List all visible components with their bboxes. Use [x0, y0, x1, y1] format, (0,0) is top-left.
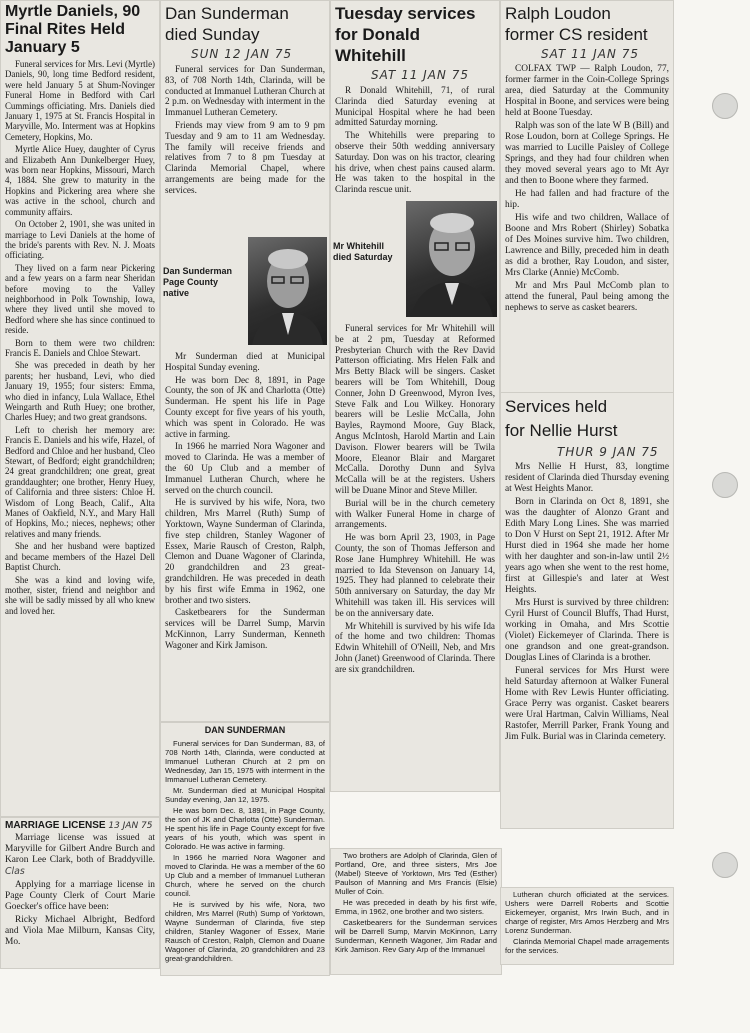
paragraph: Burial will be in the church cemetery with Walker Funeral Home in charge of arrangements.: [335, 497, 495, 530]
paragraph: Left to cherish her memory are: Francis E. Daniels and his wife, Hazel, of Bedford and Chloe and her husband, Cleo Stewart, of Bedford; eight grandchildren; 24 great grandchildren; one great, great granddaughter; one brother, Henry Huey, of California and three sisters: Chloe H. Wisdom of Long Beach, Calif., Alta Manes of Oakfield, N.Y., and Mary Hall of Hopkins, Mo.; nieces, nephews; other relatives and many friends.: [5, 424, 155, 539]
clipping-dan-sunderman: [160, 0, 330, 722]
binder-hole-top: [712, 93, 738, 119]
paragraph: The Whitehills were preparing to observe their 50th wedding anniversary Saturday. Don was on his tractor, clearing his drive, when chest pains caused alarm. He was taken to the hospital in the Clarinda rescue unit.: [335, 130, 495, 195]
paragraph: In 1966 he married Nora Wagoner and moved to Clarinda. He was a member of the 60 Up Club and a member of Immanuel Lutheran Church, where he served on the church council.: [165, 853, 325, 898]
clipping-sunderman-continued: [330, 848, 502, 975]
portrait-photo-dan-sunderman: [248, 237, 327, 345]
paragraph: Mr Whitehill is survived by his wife Ida of the home and two children: Thomas Edwin Whitehill of O'Neill, Neb, and Mrs John (Janet) Greenwood of Clarinda. There are six grandchildren.: [335, 620, 495, 674]
handwritten-note: Clas: [5, 866, 25, 877]
paragraph: Casketbearers for the Sunderman services will be Darrel Sump, Marvin McKinnon, Larry Sunderman, Kenneth Wagoner and Kirk Jamison.: [165, 607, 325, 650]
handwritten-date: THUR 9 JAN 75: [557, 445, 659, 459]
headline-donald-whitehill: Tuesday services for Donald Whitehill: [335, 4, 476, 65]
paragraph: Funeral services for Mrs. Levi (Myrtle) Daniels, 90, long time Bedford resident, were held January 5 at Shum-Novinger Funeral Home in Bedford with Carl Cummings officiating. Mrs. Daniels died January 1, 1975 at St. Francis Hospital in Maryville, Mo. Interment was at Hopkins Cemetery, Hopkins, Mo.: [5, 59, 155, 142]
paragraph: Funeral services for Mrs Hurst were held Saturday afternoon at Walker Funeral Home with Rev Lewis Hunter officiating. Grace Perry was organist. Casket bearers were Ural Hartman, Calvin Williams, Neal Rastofer, Merrill Parker, Frank Young and Jim Fulk. Burial was in Clarinda cemetery.: [505, 666, 669, 742]
paragraph: [5, 833, 155, 878]
marriage-license-title: MARRIAGE LICENSE: [5, 820, 106, 831]
article-body: [501, 888, 673, 959]
paragraph: Lutheran church officiated at the services. Ushers were Darrell Roberts and Scottie Eickemeyer, organist, Mrs Irwin Buch, and in charge of register, Mrs Amos Herzberg and Mrs Lorenz Sunderman.: [505, 890, 669, 935]
paragraph: He was preceded in death by his first wife, Emma, in 1962, one brother and two sisters.: [335, 898, 497, 916]
paragraph: Applying for a marriage license in Page County Clerk of Court Marie Goecker's office have been:: [5, 880, 155, 912]
paragraph: They lived on a farm near Pickering and a few years on a farm near Sheridan before moving to the Valley neighborhood in Polk Township, Iowa, where they lived until she moved to Bedford where she has since continued to reside.: [5, 262, 155, 336]
headline-ralph-loudon: Ralph Loudon former CS resident: [505, 4, 648, 44]
paragraph: He was born Dec 8, 1891, in Page County, the son of JK and Charlotta (Otte) Sunderman. He spent his life in Page County except for five years of his youth, which was spent in Colorado. He was active in farming.: [165, 374, 325, 439]
clipping-marriage-license: [0, 817, 160, 969]
subheading: DAN SUNDERMAN: [204, 725, 286, 735]
photo-caption: Mr Whitehill died Saturday: [333, 241, 393, 262]
paragraph: Friends may view from 9 am to 9 pm Tuesday and 9 am to 11 am Wednesday. The family will receive friends and relatives from 7 to 8 pm Tuesday at Clarinda Memorial Chapel, where arrangements are being made for the services.: [165, 119, 325, 195]
handwritten-date: 13 JAN 75: [108, 821, 153, 831]
paragraph: COLFAX TWP — Ralph Loudon, 77, former farmer in the Coin-College Springs area, died Saturday at the Community Hospital in Boone, and services were being held at Boone Tuesday.: [505, 64, 669, 118]
paragraph: Funeral services for Dan Sunderman, 83, of 708 North 14th, Clarinda, will be conducted at Immanuel Lutheran Church at 2 p.m. on Wednesday with interment in the Immanuel Lutheran Cemetery.: [165, 64, 325, 118]
article-body: [501, 64, 673, 314]
marriage-license-header: [5, 820, 155, 831]
portrait-photo-donald-whitehill: [406, 201, 497, 317]
article-body: [331, 849, 501, 958]
paragraph: Born in Clarinda on Oct 8, 1891, she was the daughter of Alonzo Grant and Edith Mary Long Lines. She was married to Don V Hurst on Sept 21, 1912. After Mr Hurst died in 1964 she made her home with her daughter and son-in-law until 2½ years ago when she went to the rest home, first at Gillespie's and later at West Heights.: [505, 497, 669, 595]
paragraph: He was born April 23, 1903, in Page County, the son of Thomas Jefferson and Rose Jane Humphrey Whitehill. He was married to Ida Stevenson on January 14, 1925. They had planned to celebrate their 50th anniversary on Saturday, the day Mr Whitehill was taken ill. His services will be on the anniversary date.: [335, 532, 495, 618]
paragraph: R Donald Whitehill, 71, of rural Clarinda died Saturday evening at Municipal Hospital where he had been admitted Saturday morning.: [335, 85, 495, 128]
clipping-dan-sunderman-short: [160, 722, 330, 976]
paragraph: Ricky Michael Albright, Bedford and Viola Mae Milburn, Kansas City, Mo.: [5, 915, 155, 947]
paragraph: She and her husband were baptized and became members of the Hazel Dell Baptist Church.: [5, 541, 155, 573]
paragraph: His wife and two children, Wallace of Boone and Mrs Robert (Shirley) Sobatka of Des Moines survive him. Two children, Lawrence and Billy, preceded him in death as did a brother, Ray Loudon, and sister, Mrs Clarke (Annie) McComb.: [505, 213, 669, 278]
marriage-license-text: Marriage license was issued at Maryville for Gilbert Andre Burch and Karon Lee Clark, both of Braddyville.: [5, 833, 155, 865]
article-body: [1, 59, 159, 616]
headline-myrtle-daniels: Myrtle Daniels, 90 Final Rites Held January 5: [5, 3, 141, 56]
paragraph: He is survived by his wife, Nora, two children, Mrs Marrel (Ruth) Sump of Yorktown, Wayne Sunderman of Clarinda, five step children, Stanley Wagoner of Essex, Marie Rausch of Creston, Ralph, Clemon and Duane Wagoner of Clarinda, 20 grandchildren and 23 great-grandchildren.: [165, 900, 325, 963]
headline-nellie-hurst: Services held for Nellie Hurst: [505, 397, 618, 440]
photo-caption: Dan Sunderman Page County native: [163, 266, 233, 298]
paragraph: Clarinda Memorial Chapel made arragements for the services.: [505, 937, 669, 955]
portrait-image: [248, 237, 327, 345]
paragraph: Funeral services for Dan Sunderman, 83, of 708 North 14th, Clarinda, were conducted at Immanuel Lutheran Church at 2 pm on Wednesday, Jan 15, 1975 with interment in the Immanuel Lutheran Cemetery.: [165, 739, 325, 784]
handwritten-date: SAT 11 JAN 75: [541, 47, 639, 61]
paragraph: Mr. Sunderman died at Municipal Hospital Sunday evening, Jan 12, 1975.: [165, 786, 325, 804]
clipping-sunderman-ushers: [500, 887, 674, 965]
article-body-continued: [161, 351, 329, 653]
clipping-donald-whitehill: [330, 0, 500, 792]
handwritten-date: SUN 12 JAN 75: [191, 47, 293, 61]
article-body: [161, 737, 329, 967]
paragraph: In 1966 he married Nora Wagoner and moved to Clarinda. He was a member of the 60 Up Club and a member of Immanuel Lutheran Church, where he served on the church council.: [165, 441, 325, 495]
paragraph: On October 2, 1901, she was united in marriage to Levi Daniels at the home of the bride's parents with Rev. N. J. Moats officiating.: [5, 219, 155, 261]
headline-dan-sunderman: Dan Sunderman died Sunday: [165, 4, 289, 44]
paragraph: She was preceded in death by her parents; her husband, Levi, who died January 19, 1955; four sisters: Emma, who died in infancy, Lula Wallace, Ethel Weingarth and Ruth Huey; one brother, Charles Huey; and two great grandsons.: [5, 360, 155, 423]
paragraph: Mrs Nellie H Hurst, 83, longtime resident of Clarinda died Thursday evening at West Heights Manor.: [505, 462, 669, 494]
paragraph: Funeral services for Mr Whitehill will be at 2 pm, Tuesday at Reformed Presbyterian Church with the Rev David Patterson officiating. Mrs Helen Falk and Mrs Betty Black will be singers. Casket bearers will be Tom Whitehill, Doug Conner, John D Greenwood, Myron Ives, Steve Falk and Lou Wilkey. Honorary bearers will be Leslie McCalla, John Bayles, Raymond Moore, Guy Black, Angus McIntosh, Harold Martin and Lain Davison. Flower bearers will be Twila Moore, Eleanor Blair and Margaret McCalla. Dorothy Dunn and Sylva McCalla will be at the registers. Ushers will be Duane Minor and Steve Miller.: [335, 323, 495, 495]
clipping-nellie-hurst: [500, 392, 674, 829]
article-body: [331, 85, 499, 195]
paragraph: Born to them were two children: Francis E. Daniels and Chloe Stewart.: [5, 337, 155, 358]
portrait-image: [406, 201, 497, 317]
paragraph: She was a kind and loving wife, mother, sister, friend and neighbor and she will be sadly missed by all who knew and loved her.: [5, 574, 155, 616]
paragraph: He was born Dec. 8, 1891, in Page County, the son of JK and Charlotta (Otte) Sunderman. He spent his life in Page County except for five years of his youth, which was spent in Colorado. He was active in farming.: [165, 806, 325, 851]
article-body: [161, 64, 329, 196]
paragraph: Two brothers are Adolph of Clarinda, Glen of Portland, Ore, and three sisters, Mrs Joe (Mabel) Steeve of Yorktown, Mrs Ted (Esther) Paulson of Manning and Mrs Francis (Elsie) Muller of Coin.: [335, 851, 497, 896]
clipping-ralph-loudon: [500, 0, 674, 397]
binder-hole-bottom: [712, 852, 738, 878]
paragraph: He had fallen and had fracture of the hip.: [505, 189, 669, 210]
paragraph: Casketbearers for the Sunderman services will be Darrell Sump, Marvin McKinnon, Larry Sunderman, Kenneth Wagoner, Jim Radar and Kirk Jamison. Rev Gary Arp of the Immanuel: [335, 918, 497, 954]
article-body-continued: [331, 323, 499, 677]
handwritten-date: SAT 11 JAN 75: [371, 68, 469, 82]
paragraph: Mr Sunderman died at Municipal Hospital Sunday evening.: [165, 351, 325, 372]
paragraph: Ralph was son of the late W B (Bill) and Rose Loudon, born at College Springs. He was married to Lucille Paisley of College Springs, and they had four children when they moved several years ago to Mt Ayr and then to Boone where they farmed.: [505, 121, 669, 186]
paragraph: He is survived by his wife, Nora, two children, Mrs Marrel (Ruth) Sump of Yorktown, Wayne Sunderman of Clarinda, five step children, Stanley Wagoner of Essex, Marie Rausch of Creston, Ralph, Clemon and Duane Wagoner of Clarinda, 20 grandchildren and 23 great-grandchildren. He was preceded in death by his first wife Emma in 1962, one brother and two sisters.: [165, 497, 325, 605]
marriage-license-body: [1, 833, 159, 948]
paragraph: Mrs Hurst is survived by three children: Cyril Hurst of Council Bluffs, Thad Hurst, working in Omaha, and Mrs Scottie (Violet) Eickemeyer of Clarinda. There is one grandson and one great-grandson. Douglas Lines of Clarinda is a brother.: [505, 598, 669, 663]
clipping-myrtle-daniels: [0, 0, 160, 817]
paragraph: Mr and Mrs Paul McComb plan to attend the funeral, Paul being among the nephews to serve as casket bearers.: [505, 281, 669, 313]
binder-hole-middle: [712, 472, 738, 498]
article-body: [501, 462, 673, 743]
paragraph: Myrtle Alice Huey, daughter of Cyrus and Elizabeth Ann Dunkelberger Huey, was born near Hopkins, Missouri, March 4, 1884. She grew to maturity in the Hopkins and Pickering area where she was active in the school, church and community affairs.: [5, 144, 155, 217]
